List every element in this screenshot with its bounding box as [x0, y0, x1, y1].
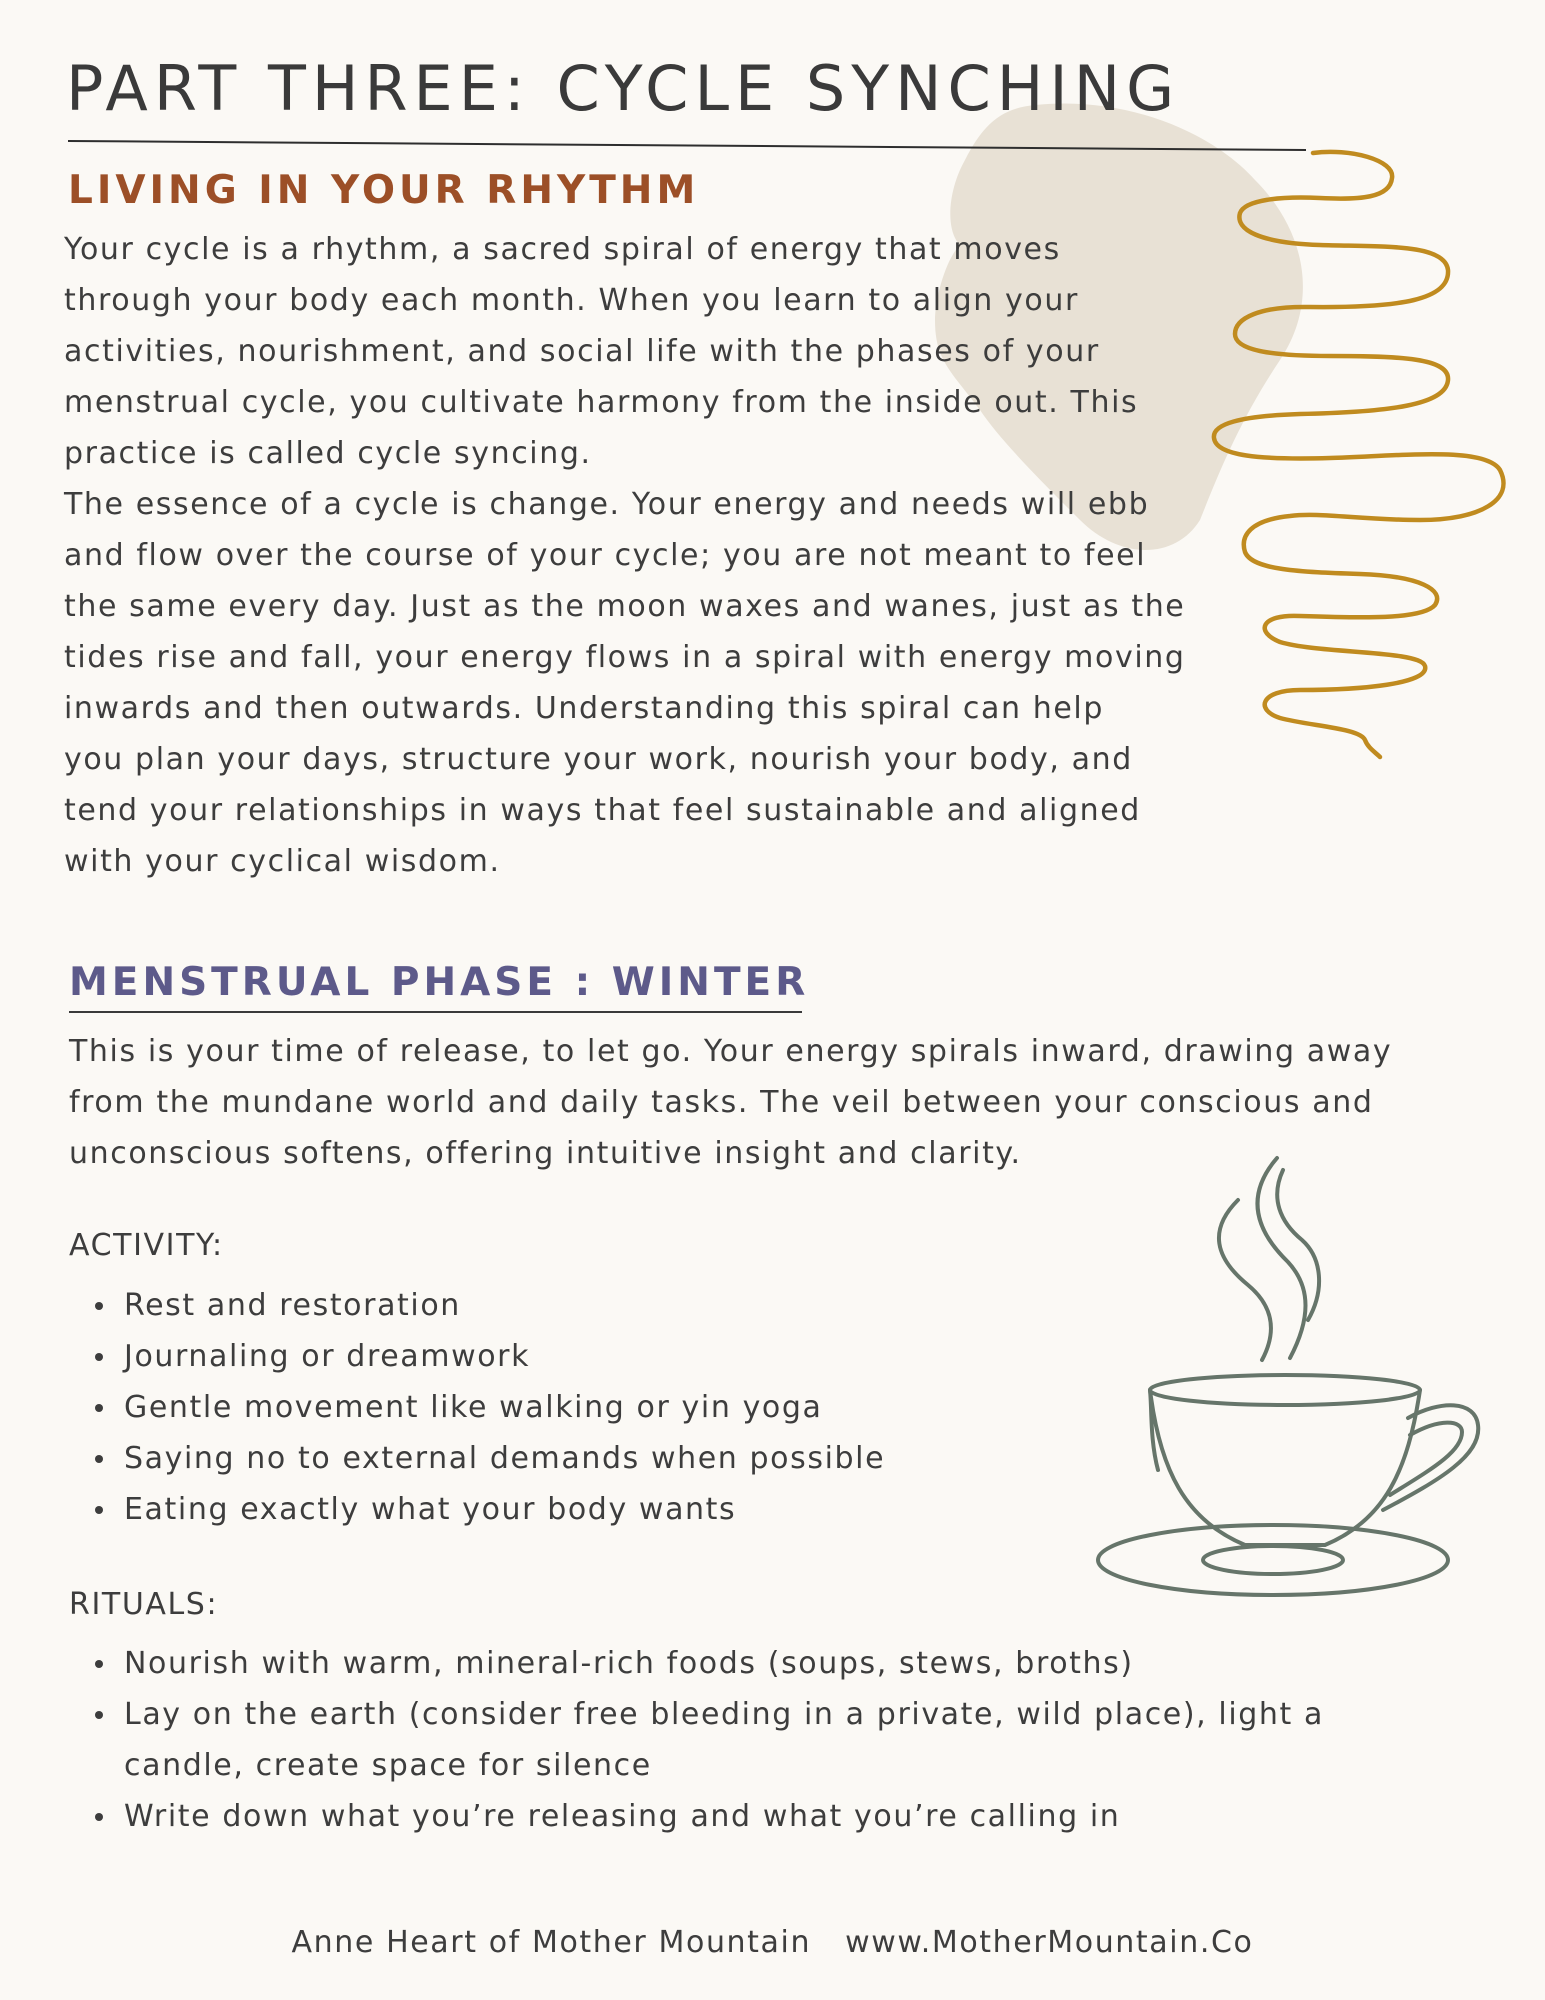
rituals-label: RITUALS:: [69, 1587, 219, 1622]
paragraph-line: menstrual cycle, you cultivate harmony from the inside out. This: [64, 385, 1139, 420]
paragraph-line: tides rise and fall, your energy flows in a spiral with energy moving: [64, 640, 1186, 675]
list-item: Gentle movement like walking or yin yoga: [68, 1382, 885, 1433]
footer: [0, 1925, 1545, 1960]
menstrual-paragraph: [69, 1026, 1392, 1179]
section-heading-living: LIVING IN YOUR RHYTHM: [68, 168, 700, 213]
paragraph-line: through your body each month. When you learn to align your: [64, 283, 1079, 318]
list-item: Journaling or dreamwork: [68, 1331, 885, 1382]
list-item: Nourish with warm, mineral-rich foods (soups, stews, broths): [68, 1638, 1324, 1689]
paragraph-line: inwards and then outwards. Understanding this spiral can help: [64, 691, 1104, 726]
list-item: Saying no to external demands when possible: [68, 1433, 885, 1484]
paragraph-line: from the mundane world and daily tasks. The veil between your conscious and: [69, 1085, 1374, 1120]
footer-author: Anne Heart of Mother Mountain: [291, 1925, 812, 1960]
list-item: Rest and restoration: [68, 1280, 885, 1331]
paragraph-line: tend your relationships in ways that feel sustainable and aligned: [64, 793, 1141, 828]
paragraph-line: activities, nourishment, and social life with the phases of your: [64, 334, 1100, 369]
paragraph-line: and flow over the course of your cycle; you are not meant to feel: [64, 538, 1147, 573]
intro-paragraph: [64, 224, 1186, 887]
activity-label: ACTIVITY:: [69, 1228, 224, 1263]
paragraph-line: This is your time of release, to let go. Your energy spirals inward, drawing away: [69, 1034, 1393, 1069]
list-item-continuation: candle, create space for silence: [124, 1748, 652, 1783]
footer-website-link[interactable]: www.MotherMountain.Co: [845, 1925, 1254, 1960]
list-item: Lay on the earth (consider free bleeding in a private, wild place), light a: [68, 1689, 1324, 1740]
section-heading-menstrual: MENSTRUAL PHASE : WINTER: [69, 960, 802, 1013]
paragraph-line: unconscious softens, offering intuitive insight and clarity.: [69, 1136, 1022, 1171]
paragraph-line: practice is called cycle syncing.: [64, 436, 592, 471]
rituals-list: [68, 1638, 1324, 1842]
list-item: Write down what you’re releasing and what you’re calling in: [68, 1791, 1324, 1842]
list-item: Eating exactly what your body wants: [68, 1484, 885, 1535]
paragraph-line: you plan your days, structure your work, nourish your body, and: [64, 742, 1133, 777]
paragraph-line: Your cycle is a rhythm, a sacred spiral of energy that moves: [64, 232, 1061, 267]
activity-list: [68, 1280, 885, 1535]
page-title: PART THREE: CYCLE SYNCHING: [66, 52, 1181, 125]
paragraph-line: The essence of a cycle is change. Your energy and needs will ebb: [64, 487, 1150, 522]
paragraph-line: the same every day. Just as the moon waxes and wanes, just as the: [64, 589, 1186, 624]
paragraph-line: with your cyclical wisdom.: [64, 844, 501, 879]
